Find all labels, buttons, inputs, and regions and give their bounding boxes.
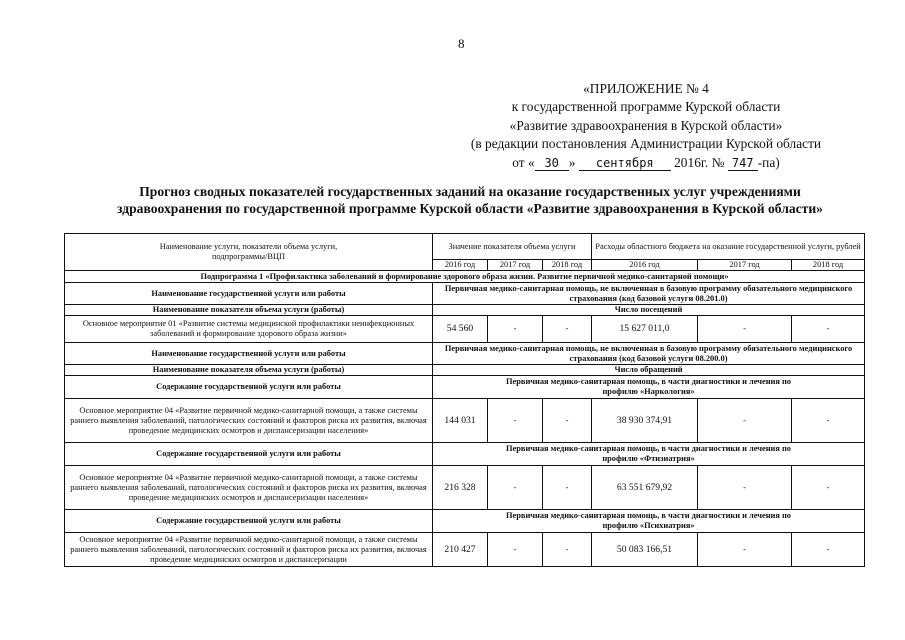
indicators-table xyxy=(64,233,865,567)
table-row xyxy=(65,533,865,567)
table-row xyxy=(65,510,865,533)
header-value: Значение показателя объема услуги xyxy=(433,234,592,260)
row-label: Основное мероприятие 04 «Развитие первичной медико-санитарной помощи, а также системы раннего выявления заболеваний, патологических состояний и факторов риска их развития, включая проведение медицинских осмотров и диспансеризации населения» xyxy=(65,466,433,510)
row-value: Первичная медико-санитарная помощь, не включенная в базовую программу обязательного медицинского страхования (код базовой услуги 08.200.0) xyxy=(433,343,865,365)
value-2018: - xyxy=(543,399,592,443)
year-2016-budget: 2016 год xyxy=(592,260,698,271)
row-value: Первичная медико-санитарная помощь, в части диагностики и лечения по профилю «Наркология» xyxy=(433,376,865,399)
value-2017: - xyxy=(488,399,543,443)
budget-2017: - xyxy=(698,466,792,510)
table-row xyxy=(65,466,865,510)
row-label: Содержание государственной услуги или работы xyxy=(65,443,433,466)
row-label: Основное мероприятие 01 «Развитие системы медицинской профилактики неинфекционных заболеваний и формирование здорового образа жизни» xyxy=(65,316,433,343)
row-value: Первичная медико-санитарная помощь, не включенная в базовую программу обязательного медицинского страхования (код базовой услуги 08.201.0) xyxy=(433,283,865,305)
budget-2018: - xyxy=(792,533,865,567)
date-month: сентября xyxy=(579,157,671,171)
budget-2016: 38 930 374,91 xyxy=(592,399,698,443)
value-2018: - xyxy=(543,316,592,343)
table-row xyxy=(65,376,865,399)
row-label: Основное мероприятие 04 «Развитие первичной медико-санитарной помощи, а также системы раннего выявления заболеваний, патологических состояний и факторов риска их развития, включая проведение медицинских осмотров и диспансеризации населения» xyxy=(65,399,433,443)
row-label: Наименование государственной услуги или работы xyxy=(65,343,433,365)
table-row xyxy=(65,365,865,376)
value-2018: - xyxy=(543,533,592,567)
row-value: Число обращений xyxy=(433,365,865,376)
document-title xyxy=(60,183,880,217)
date-day: 30 xyxy=(535,157,569,171)
year-2016-value: 2016 год xyxy=(433,260,488,271)
subprogram-title: Подпрограмма 1 «Профилактика заболеваний и формирование здорового образа жизни. Развитие первичной медико-санитарной помощи» xyxy=(65,271,865,283)
subprogram-row xyxy=(65,271,865,283)
budget-2017: - xyxy=(698,533,792,567)
value-2017: - xyxy=(488,316,543,343)
year-2017-budget: 2017 год xyxy=(698,260,792,271)
budget-2018: - xyxy=(792,399,865,443)
budget-2018: - xyxy=(792,466,865,510)
table-row xyxy=(65,283,865,305)
row-label: Наименование государственной услуги или работы xyxy=(65,283,433,305)
value-2016: 54 560 xyxy=(433,316,488,343)
budget-2016: 50 083 166,51 xyxy=(592,533,698,567)
title-line-2: здравоохранения по государственной программе Курской области «Развитие здравоохранения в Курской области» xyxy=(117,201,823,216)
value-2017: - xyxy=(488,466,543,510)
date-mid: » xyxy=(568,154,576,170)
value-2016: 210 427 xyxy=(433,533,488,567)
row-label: Содержание государственной услуги или работы xyxy=(65,376,433,399)
row-value: Число посещений xyxy=(433,305,865,316)
table-row xyxy=(65,305,865,316)
value-2017: - xyxy=(488,533,543,567)
value-2018: - xyxy=(543,466,592,510)
header-budget: Расходы областного бюджета на оказание государственной услуги, рублей xyxy=(592,234,865,260)
year-2017-value: 2017 год xyxy=(488,260,543,271)
row-label: Содержание государственной услуги или работы xyxy=(65,510,433,533)
row-label: Основное мероприятие 04 «Развитие первичной медико-санитарной помощи, а также системы раннего выявления заболеваний, патологических состояний и факторов риска их развития, включая проведение медицинских осмотров и диспансеризации xyxy=(65,533,433,567)
appendix-line-4: (в редакции постановления Администрации Курской области xyxy=(470,136,822,152)
header-name: Наименование услуги, показатели объема услуги, подпрограммы/ВЦП xyxy=(65,234,433,271)
page-number: 8 xyxy=(458,36,465,51)
value-2016: 144 031 xyxy=(433,399,488,443)
row-value: Первичная медико-санитарная помощь, в части диагностики и лечения по профилю «Фтизиатрия» xyxy=(433,443,865,466)
appendix-date-line xyxy=(430,154,862,172)
budget-2016: 63 551 679,92 xyxy=(592,466,698,510)
budget-2018: - xyxy=(792,316,865,343)
table-row xyxy=(65,443,865,466)
budget-2016: 15 627 011,0 xyxy=(592,316,698,343)
budget-2017: - xyxy=(698,316,792,343)
date-year: 2016г. № xyxy=(674,154,725,170)
appendix-line-2: к государственной программе Курской области xyxy=(511,99,781,115)
table-row xyxy=(65,316,865,343)
year-2018-budget: 2018 год xyxy=(792,260,865,271)
date-suffix: -па) xyxy=(757,154,780,170)
resolution-number: 747 xyxy=(728,157,758,171)
row-value: Первичная медико-санитарная помощь, в части диагностики и лечения по профилю «Психиатрия» xyxy=(433,510,865,533)
appendix-line-3: «Развитие здравоохранения в Курской области» xyxy=(509,117,783,133)
date-prefix: от « xyxy=(512,154,535,170)
title-line-1: Прогноз сводных показателей государственных заданий на оказание государственных услуг учреждениями xyxy=(139,184,801,199)
row-label: Наименование показателя объема услуги (работы) xyxy=(65,305,433,316)
row-label: Наименование показателя объема услуги (работы) xyxy=(65,365,433,376)
header-row xyxy=(65,234,865,260)
appendix-block xyxy=(430,80,862,172)
year-2018-value: 2018 год xyxy=(543,260,592,271)
appendix-heading: «ПРИЛОЖЕНИЕ № 4 xyxy=(583,81,709,96)
value-2016: 216 328 xyxy=(433,466,488,510)
budget-2017: - xyxy=(698,399,792,443)
table-row xyxy=(65,399,865,443)
table-row xyxy=(65,343,865,365)
